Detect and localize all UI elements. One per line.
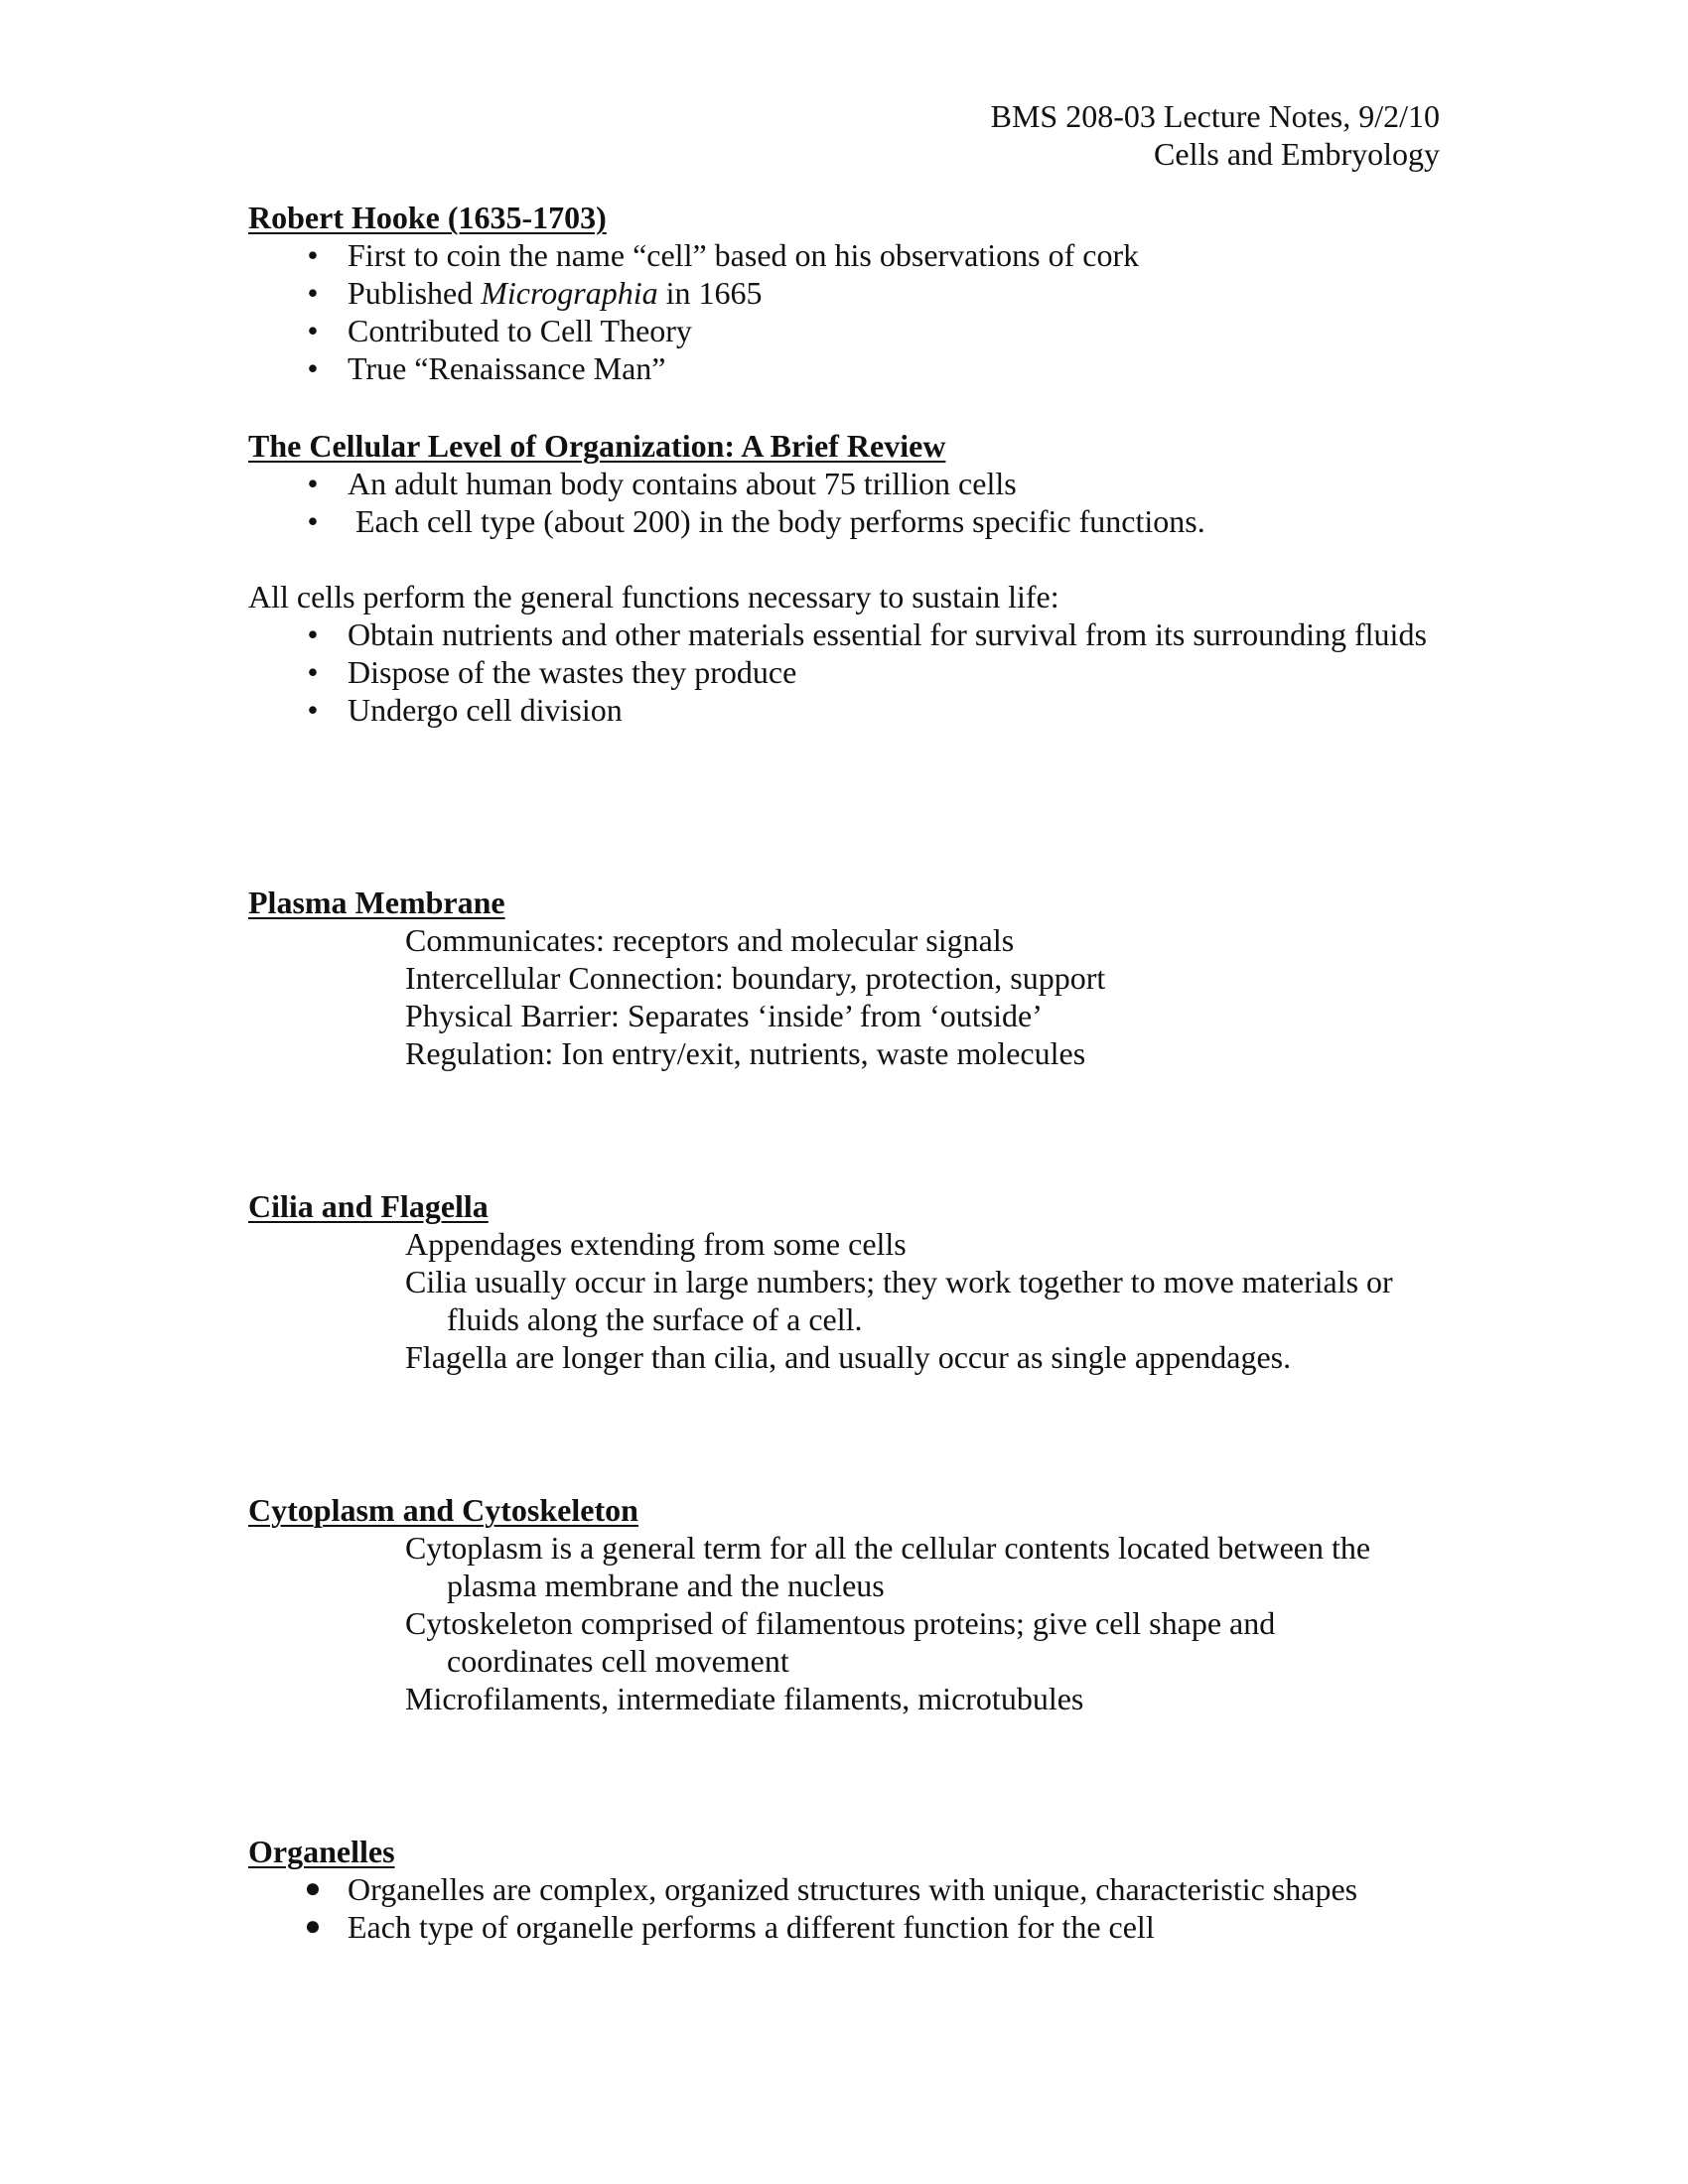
list-item: Regulation: Ion entry/exit, nutrients, waste molecules xyxy=(405,1035,1086,1071)
list-item: ● Organelles are complex, organized structures with unique, characteristic shapes xyxy=(304,1871,1358,1907)
bullet-icon: • xyxy=(307,503,319,539)
indented-list xyxy=(248,921,1450,1072)
list-item: Physical Barrier: Separates ‘inside’ from ‘outside’ xyxy=(405,998,1043,1033)
indented-list xyxy=(248,1225,1438,1376)
section-robert-hooke xyxy=(248,199,1450,387)
section-organelles xyxy=(248,1833,1450,1946)
bullet-icon: • xyxy=(307,692,319,728)
bullet-list xyxy=(248,1870,1450,1946)
bullet-list xyxy=(248,236,1450,387)
list-item: • Dispose of the wastes they produce xyxy=(248,653,1450,691)
bullet-icon: • xyxy=(307,275,319,311)
indented-list xyxy=(248,1529,1418,1717)
list-item: • Published Micrographia in 1665 xyxy=(248,274,1450,312)
general-functions-intro: All cells perform the general functions necessary to sustain life: xyxy=(248,579,1059,614)
section-heading: The Cellular Level of Organization: A Brief Review xyxy=(248,428,946,464)
bullet-icon: ● xyxy=(304,1873,322,1904)
list-item: Cytoplasm is a general term for all the cellular contents located between the plasma membrane and the nucleus xyxy=(405,1530,1371,1603)
section-cilia-flagella xyxy=(248,1187,1450,1376)
bullet-icon: • xyxy=(307,654,319,690)
list-item: • An adult human body contains about 75 trillion cells xyxy=(248,465,1450,502)
section-heading: Cytoplasm and Cytoskeleton xyxy=(248,1492,638,1528)
section-plasma-membrane xyxy=(248,884,1450,1072)
bullet-icon: • xyxy=(307,616,319,652)
bullet-icon: • xyxy=(307,350,319,386)
topic-line: Cells and Embryology xyxy=(1154,136,1440,172)
list-item: Appendages extending from some cells xyxy=(405,1226,907,1262)
list-item: • Contributed to Cell Theory xyxy=(248,312,1450,349)
page-header xyxy=(991,97,1440,173)
bullet-icon: • xyxy=(307,466,319,501)
list-item: • True “Renaissance Man” xyxy=(248,349,1450,387)
bullet-list xyxy=(248,615,1450,729)
list-item: Microfilaments, intermediate filaments, microtubules xyxy=(405,1681,1084,1716)
list-item: Cilia usually occur in large numbers; they work together to move materials or fluids along the surface of a cell. xyxy=(405,1264,1393,1337)
list-item: • Undergo cell division xyxy=(248,691,1450,729)
bullet-icon: ● xyxy=(304,1911,322,1942)
list-item: • Each cell type (about 200) in the body performs specific functions. xyxy=(248,502,1450,540)
section-heading: Robert Hooke (1635-1703) xyxy=(248,200,607,235)
bullet-icon: • xyxy=(307,237,319,273)
section-cellular-level xyxy=(248,427,1450,729)
section-cytoplasm-cytoskeleton xyxy=(248,1491,1450,1717)
list-item: Flagella are longer than cilia, and usually occur as single appendages. xyxy=(405,1339,1292,1375)
list-item: Cytoskeleton comprised of filamentous proteins; give cell shape and coordinates cell movement xyxy=(405,1605,1276,1679)
section-heading: Plasma Membrane xyxy=(248,885,505,920)
list-item: ● Each type of organelle performs a different function for the cell xyxy=(304,1909,1155,1945)
list-item: Intercellular Connection: boundary, protection, support xyxy=(405,960,1106,996)
book-title: Micrographia xyxy=(481,275,658,311)
bullet-icon: • xyxy=(307,313,319,348)
section-heading: Organelles xyxy=(248,1834,395,1869)
list-item: • Obtain nutrients and other materials essential for survival from its surrounding fluids xyxy=(248,615,1450,653)
course-line: BMS 208-03 Lecture Notes, 9/2/10 xyxy=(990,98,1440,134)
bullet-list xyxy=(248,465,1450,540)
list-item: • First to coin the name “cell” based on his observations of cork xyxy=(248,236,1450,274)
list-item: Communicates: receptors and molecular signals xyxy=(405,922,1015,958)
section-heading: Cilia and Flagella xyxy=(248,1188,489,1224)
